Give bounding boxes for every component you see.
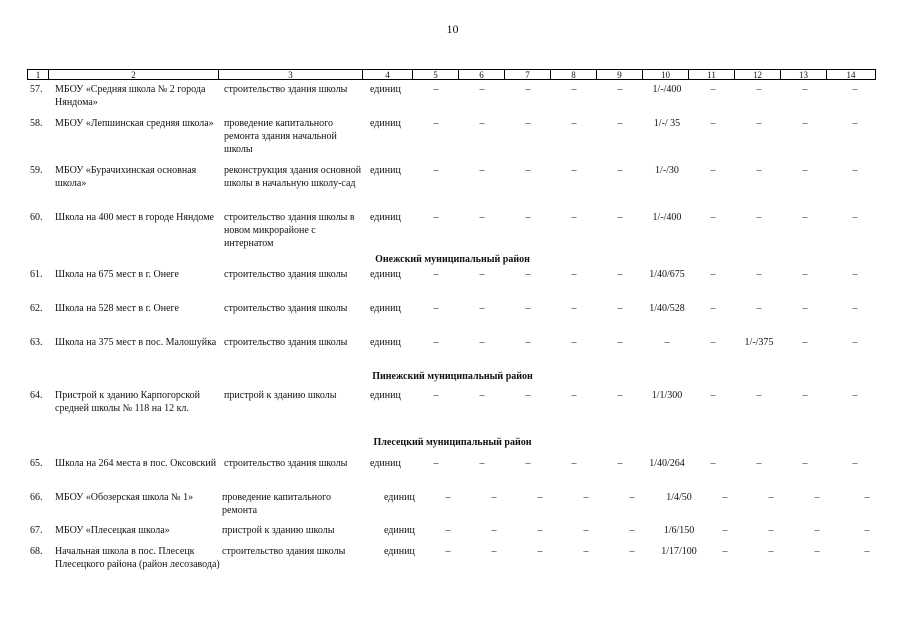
dash-cell: – [479, 165, 485, 176]
dash-cell: – [710, 212, 716, 223]
dash-cell: – [710, 84, 716, 95]
dash-cell: – [571, 303, 577, 314]
unit-cell: единиц [370, 303, 401, 314]
row-number: 59. [30, 165, 43, 176]
dash-cell: – [525, 84, 531, 95]
dash-cell: – [617, 212, 623, 223]
row-number: 68. [30, 546, 43, 557]
dash-cell: – [756, 269, 762, 280]
value-cell: 1/-/30 [655, 165, 679, 176]
dash-cell: – [768, 546, 774, 557]
dash-cell: – [802, 269, 808, 280]
dash-cell: – [571, 390, 577, 401]
page-number: 10 [446, 22, 459, 36]
row-number: 66. [30, 492, 43, 503]
dash-cell: – [864, 546, 870, 557]
dash-cell: – [617, 458, 623, 469]
dash-cell: – [525, 303, 531, 314]
dash-cell: – [479, 390, 485, 401]
work-type: строительство здания школы [224, 84, 348, 95]
work-type: строительство здания школы [224, 458, 348, 469]
row-number: 58. [30, 118, 43, 129]
value-cell: 1/-/400 [652, 84, 682, 95]
dash-cell: – [710, 390, 716, 401]
dash-cell: – [571, 118, 577, 129]
value-cell: 1/40/264 [649, 458, 685, 469]
unit-cell: единиц [370, 390, 401, 401]
row-number: 67. [30, 525, 43, 536]
dash-cell: – [525, 212, 531, 223]
object-name: Школа на 528 мест в г. Онеге [55, 303, 179, 314]
work-type: строительство здания школы [224, 337, 348, 348]
dash-cell: – [583, 546, 589, 557]
object-name: Школа на 264 места в пос. Оксовский [55, 458, 217, 469]
dash-cell: – [571, 212, 577, 223]
header-col: 10 [643, 70, 689, 79]
dash-cell: – [768, 492, 774, 503]
header-col: 7 [505, 70, 551, 79]
dash-cell: – [629, 546, 635, 557]
dash-cell: – [629, 492, 635, 503]
value-cell: 1/40/528 [649, 303, 685, 314]
dash-cell: – [629, 525, 635, 536]
dash-cell: – [756, 303, 762, 314]
dash-cell: – [525, 337, 531, 348]
dash-cell: – [722, 492, 728, 503]
value-cell: 1/-/375 [744, 337, 774, 348]
row-number: 64. [30, 390, 43, 401]
dash-cell: – [617, 337, 623, 348]
dash-cell: – [852, 212, 858, 223]
value-cell: 1/40/675 [649, 269, 685, 280]
work-type: строительство здания школы [222, 546, 346, 557]
dash-cell: – [852, 303, 858, 314]
dash-cell: – [864, 525, 870, 536]
dash-cell: – [802, 165, 808, 176]
dash-cell: – [756, 118, 762, 129]
dash-cell: – [802, 212, 808, 223]
dash-cell: – [525, 390, 531, 401]
object-name: МБОУ «Бурачихинская основная школа» [55, 165, 197, 189]
unit-cell: единиц [384, 525, 415, 536]
dash-cell: – [445, 492, 451, 503]
dash-cell: – [479, 269, 485, 280]
dash-cell: – [852, 118, 858, 129]
value-cell: 1/6/150 [663, 525, 695, 536]
dash-cell: – [445, 525, 451, 536]
dash-cell: – [537, 546, 543, 557]
dash-cell: – [525, 269, 531, 280]
row-number: 63. [30, 337, 43, 348]
dash-cell: – [571, 458, 577, 469]
header-col: 14 [846, 70, 856, 80]
dash-cell: – [433, 212, 439, 223]
object-name: Школа на 675 мест в г. Онеге [55, 269, 179, 280]
dash-cell: – [852, 390, 858, 401]
header-col: 12 [735, 70, 781, 79]
dash-cell: – [802, 458, 808, 469]
dash-cell: – [433, 269, 439, 280]
dash-cell: – [479, 303, 485, 314]
header-col: 3 [219, 70, 363, 79]
work-type: строительство здания школы [224, 269, 348, 280]
dash-cell: – [617, 390, 623, 401]
dash-cell: – [814, 492, 820, 503]
dash-cell: – [571, 165, 577, 176]
dash-cell: – [814, 525, 820, 536]
object-name: МБОУ «Плесецкая школа» [55, 525, 170, 536]
dash-cell: – [571, 337, 577, 348]
dash-cell: – [710, 118, 716, 129]
unit-cell: единиц [370, 165, 401, 176]
object-name: МБОУ «Средняя школа № 2 города Няндома» [55, 84, 206, 108]
dash-cell: – [710, 269, 716, 280]
work-type: пристрой к зданию школы [224, 390, 337, 401]
unit-cell: единиц [370, 269, 401, 280]
dash-cell: – [571, 84, 577, 95]
header-col: 11 [689, 70, 735, 79]
dash-cell: – [864, 492, 870, 503]
dash-cell: – [433, 337, 439, 348]
dash-cell: – [433, 390, 439, 401]
dash-cell: – [722, 546, 728, 557]
dash-cell: – [852, 337, 858, 348]
dash-cell: – [710, 337, 716, 348]
work-type: проведение капитального ремонта [222, 492, 331, 516]
dash-cell: – [537, 525, 543, 536]
unit-cell: единиц [370, 118, 401, 129]
dash-cell: – [491, 546, 497, 557]
dash-cell: – [479, 84, 485, 95]
unit-cell: единиц [370, 337, 401, 348]
dash-cell: – [525, 118, 531, 129]
header-col: 13 [781, 70, 827, 79]
unit-cell: единиц [370, 212, 401, 223]
work-type: строительство здания школы в новом микрорайоне с интернатом [224, 212, 355, 249]
unit-cell: единиц [370, 84, 401, 95]
dash-cell: – [852, 269, 858, 280]
dash-cell: – [433, 303, 439, 314]
dash-cell: – [445, 546, 451, 557]
dash-cell: – [814, 546, 820, 557]
dash-cell: – [802, 84, 808, 95]
dash-cell: – [479, 337, 485, 348]
dash-cell: – [479, 212, 485, 223]
dash-cell: – [664, 337, 670, 348]
header-col: 1 [28, 70, 49, 79]
row-number: 62. [30, 303, 43, 314]
dash-cell: – [617, 303, 623, 314]
dash-cell: – [756, 458, 762, 469]
dash-cell: – [433, 458, 439, 469]
dash-cell: – [756, 390, 762, 401]
dash-cell: – [571, 269, 577, 280]
value-cell: 1/-/ 35 [653, 118, 681, 129]
dash-cell: – [433, 84, 439, 95]
work-type: пристрой к зданию школы [222, 525, 335, 536]
header-col: 6 [459, 70, 505, 79]
dash-cell: – [852, 165, 858, 176]
dash-cell: – [583, 492, 589, 503]
header-col: 4 [363, 70, 413, 79]
work-type: реконструкция здания основной школы в начальную школу-сад [224, 165, 362, 189]
dash-cell: – [583, 525, 589, 536]
dash-cell: – [802, 303, 808, 314]
row-number: 57. [30, 84, 43, 95]
dash-cell: – [756, 165, 762, 176]
dash-cell: – [525, 165, 531, 176]
header-col: 9 [597, 70, 643, 79]
object-name: Начальная школа в пос. Плесецк Плесецкого района (район лесозавода) [55, 546, 220, 570]
dash-cell: – [756, 84, 762, 95]
dash-cell: – [756, 212, 762, 223]
work-type: строительство здания школы [224, 303, 348, 314]
object-name: Школа на 400 мест в городе Няндоме [55, 212, 214, 223]
section-title: Плесецкий муниципальный район [373, 437, 532, 448]
dash-cell: – [617, 165, 623, 176]
dash-cell: – [617, 269, 623, 280]
value-cell: 1/-/400 [652, 212, 682, 223]
dash-cell: – [491, 492, 497, 503]
dash-cell: – [710, 165, 716, 176]
dash-cell: – [491, 525, 497, 536]
dash-cell: – [802, 118, 808, 129]
section-title: Пинежский муниципальный район [372, 371, 533, 382]
object-name: Пристрой к зданию Карпогорской средней школы № 118 на 12 кл. [55, 390, 201, 414]
row-number: 60. [30, 212, 43, 223]
dash-cell: – [617, 84, 623, 95]
dash-cell: – [852, 84, 858, 95]
dash-cell: – [802, 337, 808, 348]
dash-cell: – [852, 458, 858, 469]
object-name: Школа на 375 мест в пос. Малошуйка [55, 337, 217, 348]
row-number: 65. [30, 458, 43, 469]
value-cell: 1/1/300 [651, 390, 683, 401]
dash-cell: – [768, 525, 774, 536]
header-col: 2 [49, 70, 219, 79]
dash-cell: – [433, 165, 439, 176]
section-title: Онежский муниципальный район [375, 254, 530, 265]
table-header [27, 69, 876, 80]
dash-cell: – [710, 458, 716, 469]
unit-cell: единиц [384, 492, 415, 503]
dash-cell: – [617, 118, 623, 129]
dash-cell: – [479, 118, 485, 129]
header-col: 8 [551, 70, 597, 79]
unit-cell: единиц [384, 546, 415, 557]
header-col: 5 [413, 70, 459, 79]
dash-cell: – [710, 303, 716, 314]
dash-cell: – [525, 458, 531, 469]
dash-cell: – [433, 118, 439, 129]
object-name: МБОУ «Лепшинская средняя школа» [55, 118, 214, 129]
unit-cell: единиц [370, 458, 401, 469]
dash-cell: – [479, 458, 485, 469]
object-name: МБОУ «Обозерская школа № 1» [55, 492, 194, 503]
value-cell: 1/4/50 [666, 492, 692, 503]
row-number: 61. [30, 269, 43, 280]
value-cell: 1/17/100 [661, 546, 697, 557]
dash-cell: – [722, 525, 728, 536]
dash-cell: – [537, 492, 543, 503]
work-type: проведение капитального ремонта здания начальной школы [224, 118, 337, 155]
dash-cell: – [802, 390, 808, 401]
